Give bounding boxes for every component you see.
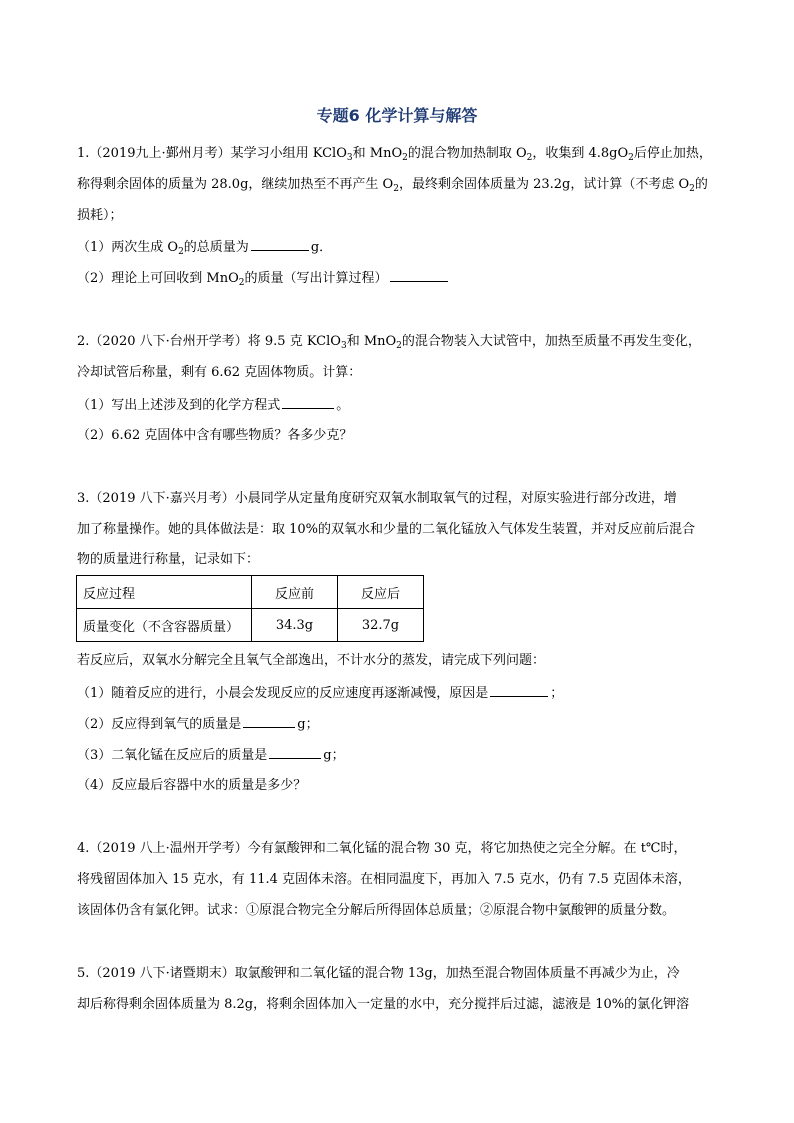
answer-blank[interactable] — [269, 746, 321, 759]
q1-sub1 — [77, 238, 332, 257]
text: 1.（2019九上·鄞州月考）某学习小组用 KClO — [77, 146, 347, 161]
text: ，收集到 4.8gO — [532, 146, 629, 161]
text: （2）反应得到氧气的质量是 — [77, 717, 242, 732]
text: 。 — [336, 398, 350, 413]
answer-blank[interactable] — [390, 269, 448, 282]
table-cell: 质量变化（不含容器质量） — [77, 609, 252, 642]
subscript: 2 — [396, 341, 402, 351]
table-header: 反应后 — [338, 576, 424, 609]
q1-line2 — [77, 176, 708, 194]
q3-line3: 物的质量进行称量，记录如下： — [77, 552, 260, 567]
subscript: 2 — [178, 247, 184, 257]
text: g． — [310, 240, 333, 255]
table-cell: 32.7g — [338, 609, 424, 642]
table-row — [77, 609, 424, 642]
q2-sub1 — [77, 396, 349, 415]
q4-line3: 该固体仍含有氯化钾。试求：①原混合物完全分解后所得固体总质量；②原混合物中氯酸钾的质量分数。 — [77, 903, 676, 918]
q2-sub2: （2）6.62 克固体中含有哪些物质？各多少克？ — [77, 428, 353, 443]
subscript: 2 — [689, 184, 695, 194]
text: 的质量（写出计算过程） — [244, 271, 388, 286]
q3-line4: 若反应后，双氧水分解完全且氧气全部逸出，不计水分的蒸发，请完成下列问题： — [77, 653, 546, 668]
text: 和 MnO — [346, 334, 397, 349]
page-title: 专题6 化学计算与解答 — [316, 106, 478, 125]
text: 的 — [694, 177, 708, 192]
text: （1）两次生成 O — [77, 240, 179, 255]
table-header: 反应过程 — [77, 576, 252, 609]
subscript: 3 — [340, 341, 347, 351]
subscript: 2 — [628, 153, 634, 163]
subscript: 2 — [526, 153, 533, 163]
q4-line2: 将残留固体加入 15 克水，有 11.4 克固体未溶。在相同温度下，再加入 7.5 克水，仍有 7.5 克固体未溶， — [77, 872, 691, 887]
answer-blank[interactable] — [490, 684, 548, 697]
text: （1）写出上述涉及到的化学方程式 — [77, 398, 281, 413]
text: 和 MnO — [352, 146, 403, 161]
q4-line1: 4.（2019 八上·温州开学考）今有氯酸钾和二氧化锰的混合物 30 克，将它加热使之完全分解。在 t℃时， — [77, 841, 687, 856]
q2-line1 — [77, 333, 701, 351]
text: （2）理论上可回收到 MnO — [77, 271, 239, 286]
text: g； — [297, 717, 319, 732]
answer-blank[interactable] — [243, 715, 295, 728]
text: 2.（2020 八下·台州开学考）将 9.5 克 KClO — [77, 334, 341, 349]
table-header: 反应前 — [252, 576, 338, 609]
text: 的混合物装入大试管中，加热至质量不再发生变化， — [401, 334, 701, 349]
text: 的总质量为 — [183, 240, 249, 255]
text: 后停止加热， — [633, 146, 712, 161]
q1-line3: 损耗）； — [77, 208, 123, 223]
q2-line2: 冷却试管后称量，剩有 6.62 克固体物质。计算： — [77, 365, 362, 380]
q1-line1 — [77, 145, 712, 163]
q3-sub3 — [77, 746, 345, 765]
record-table — [76, 575, 424, 642]
q1-sub2 — [77, 269, 450, 288]
table-header-row — [77, 576, 424, 609]
q5-line2: 却后称得剩余固体质量为 8.2g，将剩余固体加入一定量的水中，充分搅拌后过滤，滤液是 10%的氯化钾溶 — [77, 997, 690, 1012]
text: （3）二氧化锰在反应后的质量是 — [77, 748, 268, 763]
subscript: 2 — [393, 184, 399, 194]
text: g； — [323, 748, 345, 763]
text: ，最终剩余固体质量为 23.2g，试计算（不考虑 O — [398, 177, 690, 192]
text: （1）随着反应的进行，小晨会发现反应的反应速度再逐渐减慢，原因是 — [77, 686, 489, 701]
q3-line2: 加了称量操作。她的具体做法是：取 10%的双氧水和少量的二氧化锰放入气体发生装置，并对反应前后混合 — [77, 522, 696, 537]
q3-sub4: （4）反应最后容器中水的质量是多少？ — [77, 778, 307, 793]
answer-blank[interactable] — [282, 396, 334, 409]
q3-sub2 — [77, 715, 319, 734]
q3-sub1 — [77, 684, 563, 703]
table-cell: 34.3g — [252, 609, 338, 642]
q5-line1: 5.（2019 八下·诸暨期末）取氯酸钾和二氧化锰的混合物 13g，加热至混合物固体质量不再减少为止，冷 — [77, 966, 680, 981]
answer-blank[interactable] — [251, 238, 309, 251]
subscript: 3 — [346, 153, 353, 163]
subscript: 2 — [238, 278, 245, 288]
text: 称得剩余固体的质量为 28.0g，继续加热至不再产生 O — [77, 177, 394, 192]
q3-line1: 3.（2019 八下·嘉兴月考）小晨同学从定量角度研究双氧水制取氧气的过程，对原实验进行部分改进，增 — [77, 491, 677, 506]
text: ； — [550, 686, 564, 701]
text: 的混合物加热制取 O — [407, 146, 527, 161]
subscript: 2 — [402, 153, 408, 163]
